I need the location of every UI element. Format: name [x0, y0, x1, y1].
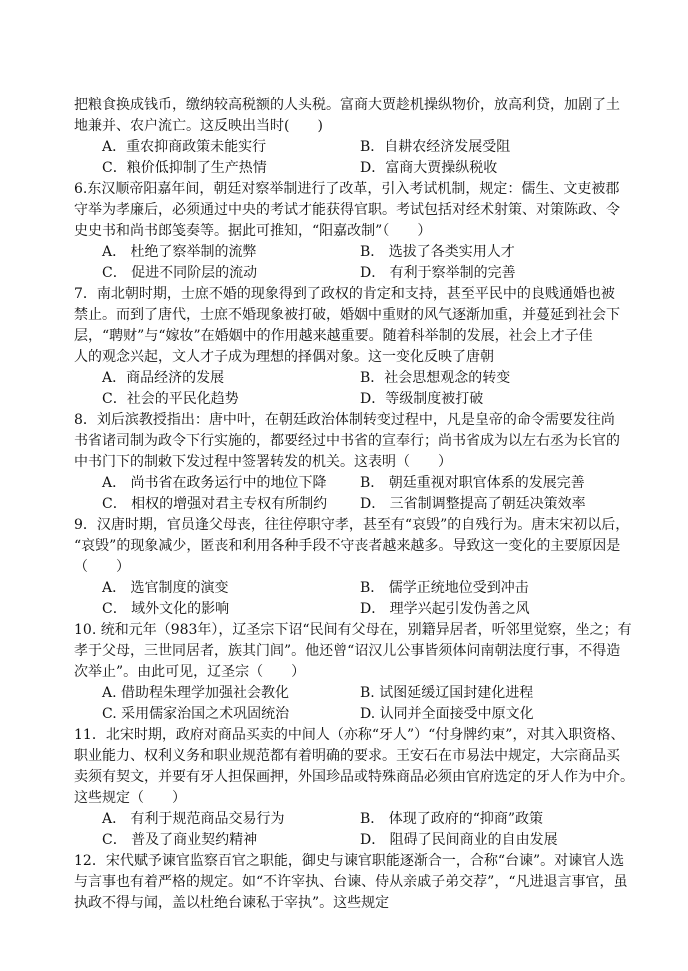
question-6-option-c[interactable]: C． 促进不同阶层的流动	[102, 265, 258, 281]
question-10-line-3: 次举止”。由此可见，辽圣宗（ ）	[74, 664, 306, 680]
question-8-option-d[interactable]: D． 三省制调整提高了朝廷决策效率	[360, 496, 586, 512]
question-5-option-b[interactable]: B．自耕农经济发展受阻	[360, 139, 511, 155]
question-12-line-1: 12．宋代赋予谏官监察百官之职能，御史与谏官职能逐渐合一，合称“台谏”。对谏官人选	[74, 853, 625, 869]
question-11-line-3: 卖须有契文，并要有牙人担保画押，外国珍品或特殊商品必须由官府选定的牙人作为中介。	[74, 769, 634, 785]
question-11-option-c[interactable]: C． 普及了商业契约精神	[102, 832, 258, 848]
question-5-option-a[interactable]: A．重农抑商政策未能实行	[102, 139, 267, 155]
question-9-line-1: 9．汉唐时期，官员逢父母丧，往往停职守孝，甚至有“哀毁”的自残行为。唐末宋初以后，	[74, 517, 630, 533]
question-6-line-2: 守举为孝廉后，必须通过中央的考试才能获得官职。考试包括对经术射策、对策陈政、令	[74, 202, 620, 218]
question-10-option-b[interactable]: B. 试图延缓辽国封建化进程	[360, 685, 534, 701]
question-9-line-3: （ ）	[74, 559, 130, 575]
question-8-option-a[interactable]: A． 尚书省在政务运行中的地位下降	[102, 475, 327, 491]
question-5-line-2: 地兼并、农户流亡。这反映出当时( )	[74, 118, 323, 134]
question-12-line-3: 执政不得与闻，盖以杜绝台谏私于宰执”。这些规定	[74, 895, 390, 911]
question-10-line-1: 10. 统和元年（983年），辽圣宗下诏“民间有父母在，别籍异居者，听邻里觉察，坐之；有	[74, 622, 632, 638]
question-7-line-2: 禁止。而到了唐代，士庶不婚现象被打破，婚姻中重财的风气逐渐加重，并蔓延到社会下	[74, 307, 620, 323]
question-12	[74, 851, 628, 914]
question-6-line-3: 史史书和尚书郎笺奏等。据此可推知，“阳嘉改制”（ ）	[74, 223, 432, 239]
question-7-line-1: 7．南北朝时期，士庶不婚的现象得到了政权的肯定和支持，甚至平民中的良贱通婚也被	[74, 286, 615, 302]
question-8-option-b[interactable]: B． 朝廷重视对职官体系的发展完善	[360, 475, 585, 491]
question-9-option-a[interactable]: A． 选官制度的演变	[102, 580, 229, 596]
question-9-line-2: “哀毁”的现象减少，匿丧和利用各种手段不守丧者越来越多。导致这一变化的主要原因是	[74, 538, 621, 554]
question-5-option-c[interactable]: C．粮价低抑制了生产热情	[102, 160, 267, 176]
question-11-option-a[interactable]: A． 有利于规范商品交易行为	[102, 811, 285, 827]
question-8-option-c[interactable]: C． 相权的增强对君主专权有所制约	[102, 496, 328, 512]
question-8-line-1: 8．刘后滨教授指出：唐中叶，在朝廷政治体制转变过程中，凡是皇帝的命令需要发往尚	[74, 412, 615, 428]
question-7-option-a[interactable]: A．商品经济的发展	[102, 370, 225, 386]
question-8-line-2: 书省诸司制为政令下行实施的，都要经过中书省的宣奉行；尚书省成为以左右丞为长官的	[74, 433, 620, 449]
question-11-option-d[interactable]: D． 阻碍了民间商业的自由发展	[360, 832, 558, 848]
question-11-line-1: 11．北宋时期，政府对商品买卖的中间人（亦称“牙人”）“付身牌约束”，对其入职资格、	[74, 727, 625, 743]
question-9-option-b[interactable]: B． 儒学正统地位受到冲击	[360, 580, 529, 596]
question-5-line-1: 把粮食换成钱币，缴纳较高税额的人头税。富商大贾趁机操纵物价，放高利贷，加剧了土	[74, 97, 620, 113]
question-6-option-d[interactable]: D． 有利于察举制的完善	[360, 265, 516, 281]
question-5-option-d[interactable]: D．富商大贾操纵税收	[360, 160, 498, 176]
question-7-option-d[interactable]: D．等级制度被打破	[360, 391, 484, 407]
question-10-option-c[interactable]: C. 采用儒家治国之术巩固统治	[102, 706, 290, 722]
question-9	[74, 515, 630, 620]
question-11-option-b[interactable]: B． 体现了政府的“抑商”政策	[360, 811, 544, 827]
question-11	[74, 725, 634, 851]
question-7	[74, 284, 620, 410]
question-11-line-4: 这些规定（ ）	[74, 790, 186, 806]
question-8-options	[74, 473, 620, 515]
questions-content	[74, 95, 634, 914]
question-10	[74, 620, 632, 725]
question-7-options	[74, 368, 620, 410]
question-9-option-d[interactable]: D． 理学兴起引发伪善之风	[360, 601, 530, 617]
question-6-options	[74, 242, 620, 284]
question-10-line-2: 孝于父母，三世同居者，族其门闾”。他还曾“诏汉儿公事皆须体问南朝法度行事，不得造	[74, 643, 621, 659]
question-7-line-4: 人的观念兴起，文人才子成为理想的择偶对象。这一变化反映了唐朝	[74, 349, 494, 365]
question-8	[74, 410, 620, 515]
question-6-option-a[interactable]: A． 杜绝了察举制的流弊	[102, 244, 257, 260]
question-9-option-c[interactable]: C． 域外文化的影响	[102, 601, 230, 617]
question-8-line-3: 中书门下的制敕下发过程中签署转发的机关。这表明（ ）	[74, 454, 452, 470]
question-10-options	[74, 683, 620, 725]
question-6-line-1: 6.东汉顺帝阳嘉年间，朝廷对察举制进行了改革，引入考试机制，规定：儒生、文吏被郡	[74, 181, 620, 197]
question-7-option-b[interactable]: B．社会思想观念的转变	[360, 370, 511, 386]
question-6	[74, 179, 620, 284]
question-10-option-a[interactable]: A. 借助程朱理学加强社会教化	[102, 685, 290, 701]
question-11-line-2: 职业能力、权利义务和职业规范都有着明确的要求。王安石在市易法中规定，大宗商品买	[74, 748, 620, 764]
question-5-options	[74, 137, 620, 179]
question-7-line-3: 层，“聘财”与“嫁妆”在婚姻中的作用越来越重要。随着科举制的发展，社会上才子佳	[74, 328, 593, 344]
question-5	[74, 95, 620, 179]
question-12-line-2: 与言事也有着严格的规定。如“不许宰执、台谏、侍从亲戚子弟交荐”，“凡进退言事官，虽	[74, 874, 628, 890]
question-11-options	[74, 809, 620, 851]
question-10-option-d[interactable]: D. 认同并全面接受中原文化	[360, 706, 534, 722]
question-7-option-c[interactable]: C．社会的平民化趋势	[102, 391, 239, 407]
question-6-option-b[interactable]: B． 选拔了各类实用人才	[360, 244, 515, 260]
question-9-options	[74, 578, 620, 620]
